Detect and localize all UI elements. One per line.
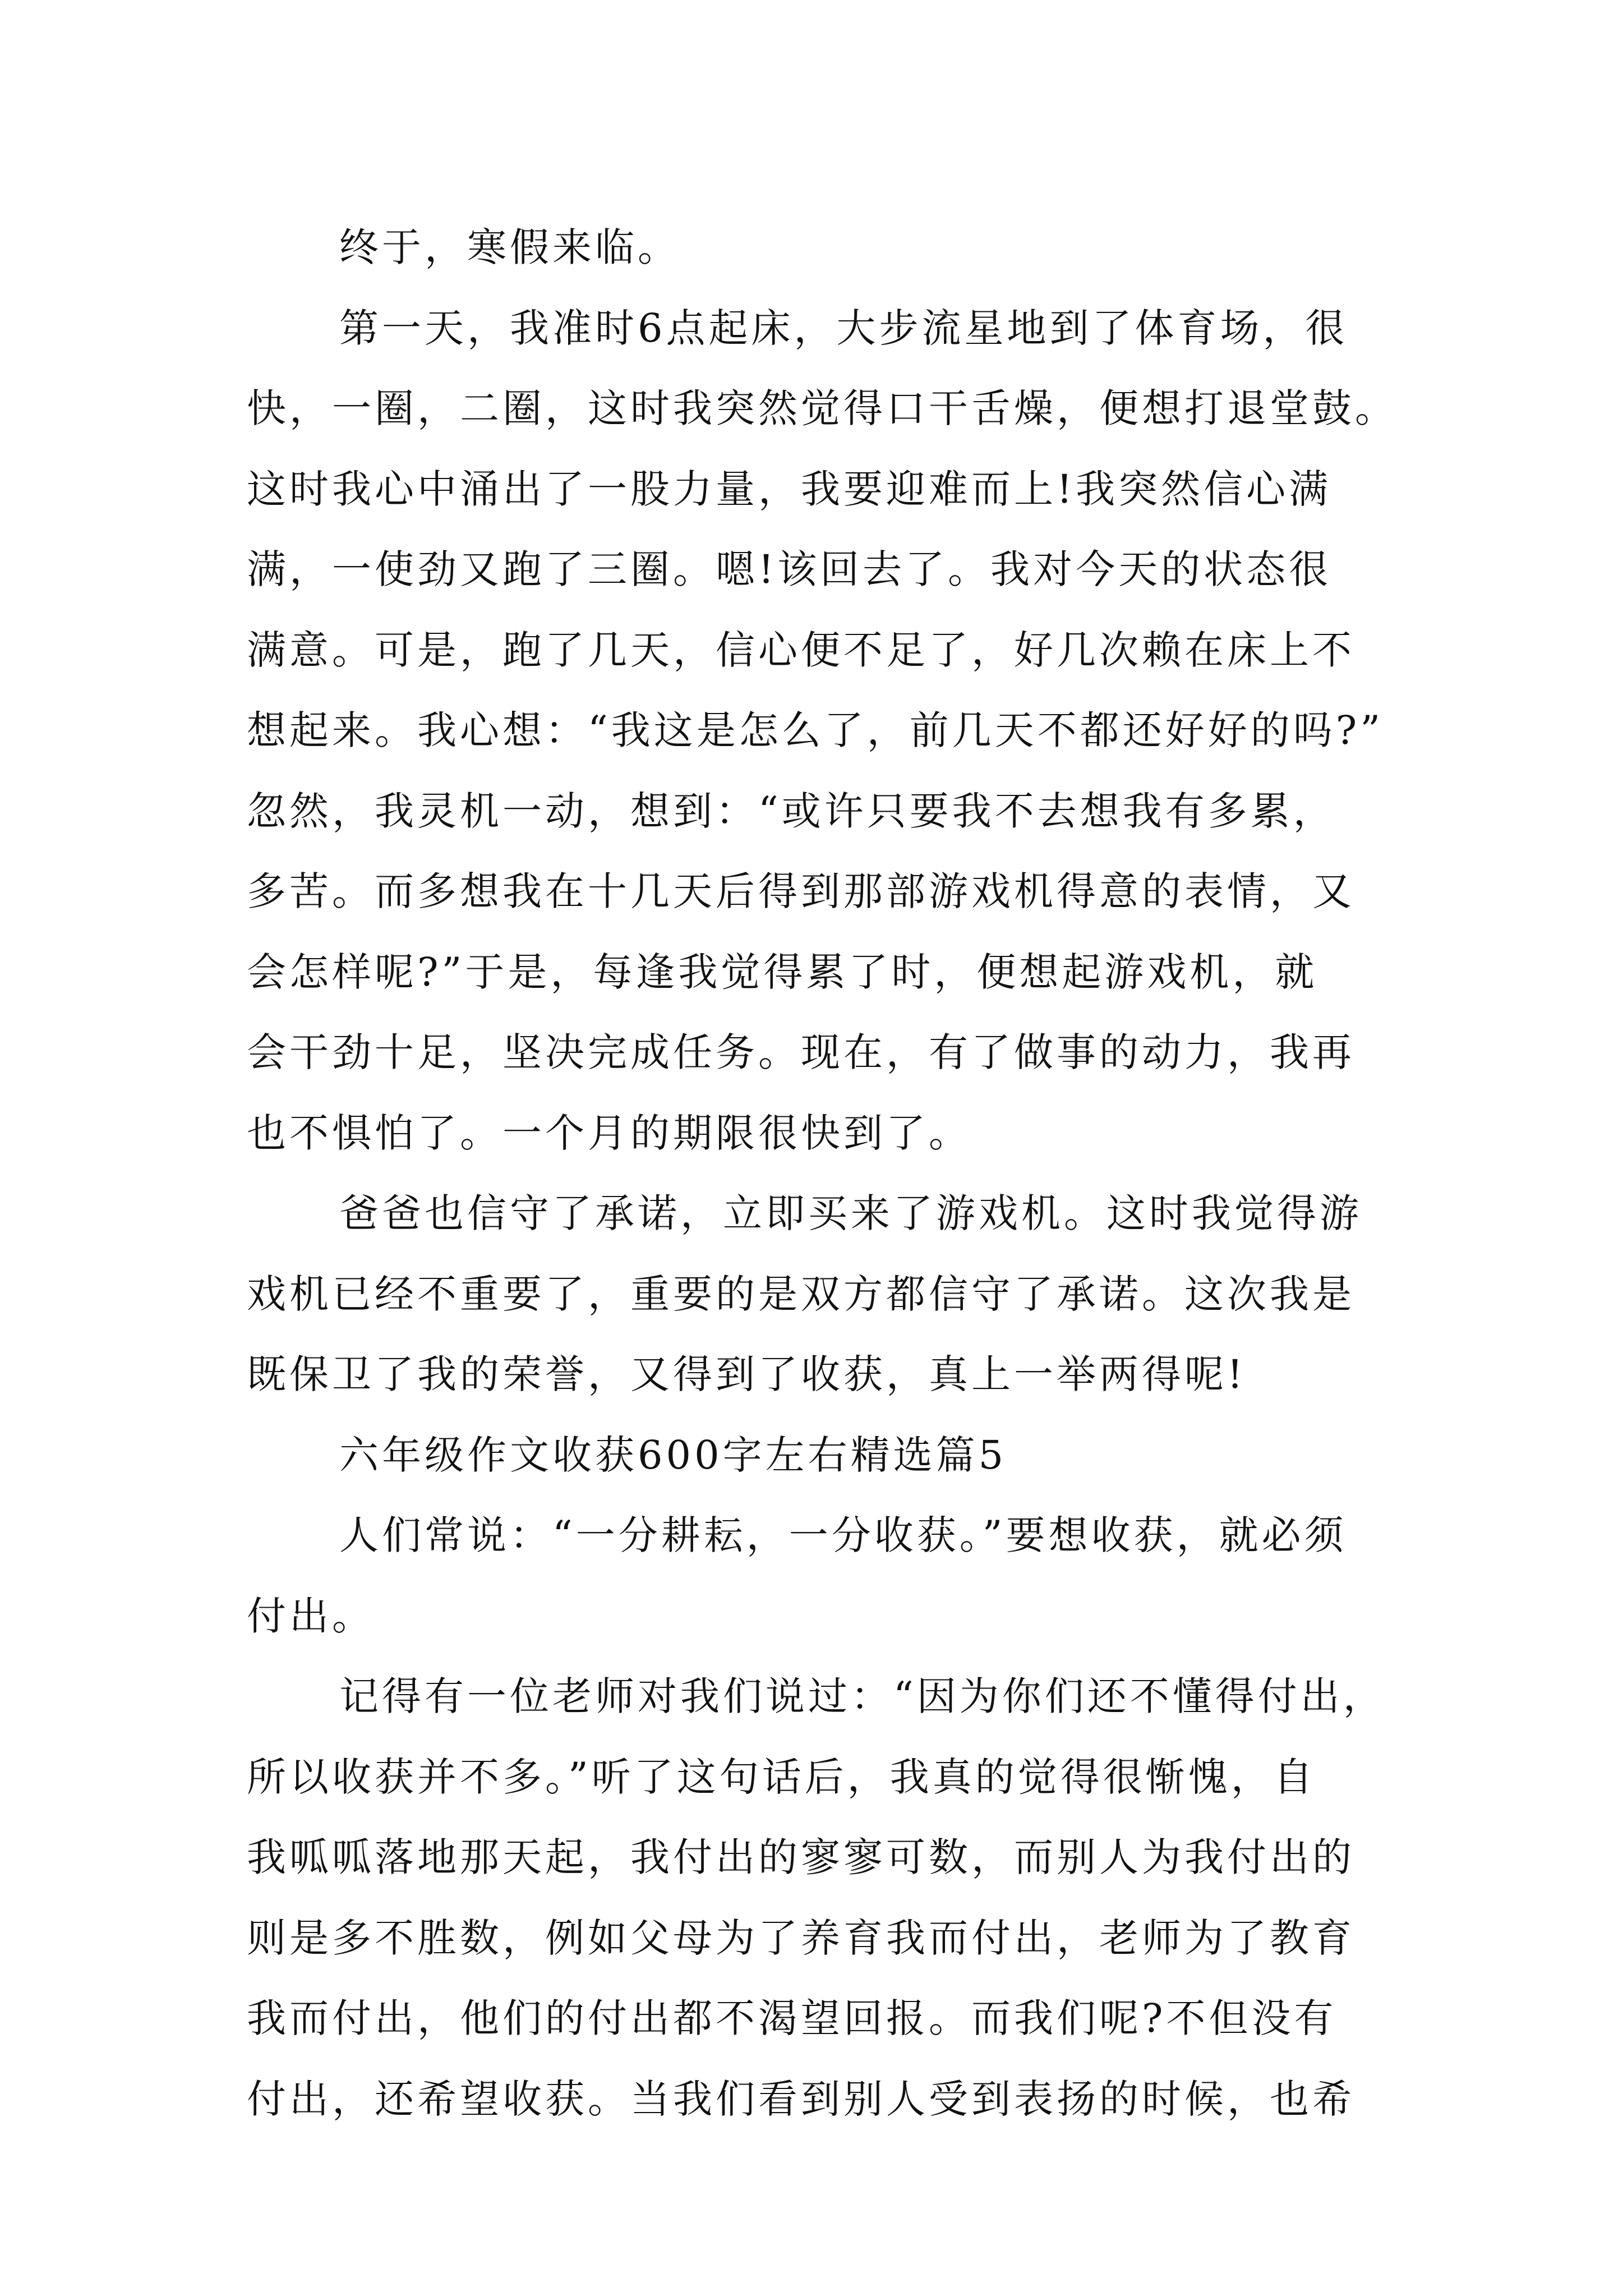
text-line: 会怎样呢?”于是，每逢我觉得累了时，便想起游戏机，就 [247, 949, 1318, 995]
text-line: 想起来。我心想：“我这是怎么了，前几天不都还好好的吗?” [247, 707, 1384, 753]
text-line: 戏机已经不重要了，重要的是双方都信守了承诺。这次我是 [247, 1271, 1355, 1317]
text-line: 这时我心中涌出了一股力量，我要迎难而上!我突然信心满 [247, 466, 1332, 512]
text-line: 付出。 [247, 1593, 375, 1639]
text-line: 我而付出，他们的付出都不渴望回报。而我们呢?不但没有 [247, 1995, 1337, 2041]
text-line: 第一天，我准时6点起床，大步流星地到了体育场，很 [339, 305, 1348, 351]
text-line: 快，一圈，二圈，这时我突然觉得口干舌燥，便想打退堂鼓。 [247, 385, 1398, 431]
text-line: 也不惧怕了。一个月的期限很快到了。 [247, 1110, 971, 1156]
text-line: 人们常说：“一分耕耘，一分收获。”要想收获，就必须 [339, 1512, 1347, 1558]
text-line: 既保卫了我的荣誉，又得到了收获，真上一举两得呢! [247, 1351, 1247, 1397]
text-line: 则是多不胜数，例如父母为了养育我而付出，老师为了教育 [247, 1915, 1355, 1961]
text-line: 六年级作文收获600字左右精选篇5 [339, 1432, 1007, 1478]
text-line: 满，一使劲又跑了三圈。嗯!该回去了。我对今天的状态很 [247, 546, 1332, 592]
text-line: 满意。可是，跑了几天，信心便不足了，好几次赖在床上不 [247, 627, 1355, 673]
text-line: 会干劲十足，坚决完成任务。现在，有了做事的动力，我再 [247, 1029, 1355, 1075]
text-line: 爸爸也信守了承诺，立即买来了游戏机。这时我觉得游 [339, 1190, 1362, 1236]
text-line: 付出，还希望收获。当我们看到别人受到表扬的时候，也希 [247, 2076, 1355, 2122]
text-line: 我呱呱落地那天起，我付出的寥寥可数，而别人为我付出的 [247, 1834, 1355, 1880]
text-line: 多苦。而多想我在十几天后得到那部游戏机得意的表情，又 [247, 868, 1355, 914]
document-body [247, 208, 1398, 2139]
text-line: 忽然，我灵机一动，想到：“或许只要我不去想我有多累， [247, 788, 1336, 834]
text-line: 记得有一位老师对我们说过：“因为你们还不懂得付出， [339, 1673, 1386, 1719]
text-line: 终于，寒假来临。 [339, 224, 680, 270]
text-line: 所以收获并不多。”听了这句话后，我真的觉得很惭愧，自 [247, 1754, 1316, 1800]
